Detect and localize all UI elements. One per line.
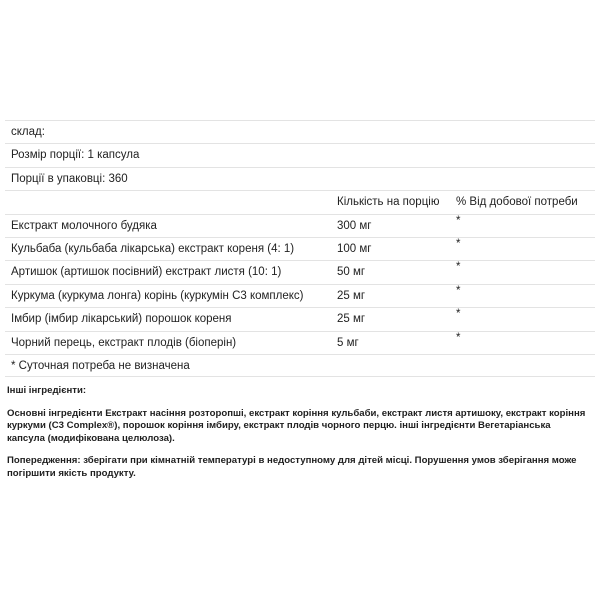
ingredient-name: Куркума (куркума лонга) корінь (куркумін C3 комплекс): [11, 289, 304, 302]
ingredient-name: Імбир (імбир лікарський) порошок кореня: [11, 313, 232, 326]
ingredient-amount: 300 мг: [337, 219, 372, 232]
footnote-text: * Суточная потреба не визначена: [11, 359, 190, 372]
ingredient-amount: 50 мг: [337, 266, 366, 279]
ingredient-row: [5, 260, 595, 283]
servings-per-container-label: Порції в упаковці: 360: [11, 172, 128, 185]
ingredient-amount: 5 мг: [337, 336, 359, 349]
ingredient-name: Артишок (артишок посівний) екстракт листя (10: 1): [11, 266, 282, 279]
warning-text: зберігати при кімнатній температурі в недоступному для дітей місці. Порушення умов зберігання може погіршити якість продукту.: [7, 455, 577, 479]
ingredient-daily-value: *: [456, 237, 461, 250]
daily-value-column-header: % Від добової потреби: [456, 196, 578, 209]
supplement-facts-panel: [5, 120, 595, 377]
serving-size-label: Розмір порції: 1 капсула: [11, 149, 140, 162]
ingredient-daily-value: *: [456, 214, 461, 227]
servings-per-container-row: [5, 167, 595, 190]
main-ingredients-text: Основні інгредієнти Екстракт насіння розторопші, екстракт коріння кульбаби, екстракт листя артишоку, екстракт коріння куркуми (C3 Complex®), порошок коріння імбиру, екстракт плодів чорного перцю. інші інгредієнти Вегетаріанська капсула (модифікована целюлоза).: [7, 407, 586, 444]
serving-size-row: [5, 143, 595, 166]
product-notes: [7, 385, 589, 491]
composition-row: [5, 120, 595, 143]
amount-column-header: Кількість на порцію: [337, 196, 440, 209]
ingredient-row: [5, 284, 595, 307]
composition-label: склад:: [11, 126, 45, 138]
warning-paragraph: [7, 455, 589, 480]
ingredient-amount: 25 мг: [337, 289, 366, 302]
footnote-row: [5, 354, 595, 377]
ingredient-daily-value: *: [456, 308, 461, 321]
ingredient-row: [5, 331, 595, 354]
ingredient-row: [5, 307, 595, 330]
ingredient-daily-value: *: [456, 284, 461, 297]
table-header-row: [5, 190, 595, 213]
ingredient-row: [5, 214, 595, 237]
warning-label: Попередження:: [7, 455, 81, 467]
ingredient-amount: 25 мг: [337, 313, 366, 326]
ingredient-name: Екстракт молочного будяка: [11, 219, 157, 232]
ingredient-row: [5, 237, 595, 260]
ingredient-name: Кульбаба (кульбаба лікарська) екстракт кореня (4: 1): [11, 242, 295, 255]
ingredient-amount: 100 мг: [337, 242, 372, 255]
other-ingredients-title: Інші інгредієнти:: [7, 385, 87, 396]
ingredient-daily-value: *: [456, 261, 461, 274]
ingredient-name: Чорний перець, екстракт плодів (біоперін): [11, 336, 237, 349]
ingredient-daily-value: *: [456, 331, 461, 344]
